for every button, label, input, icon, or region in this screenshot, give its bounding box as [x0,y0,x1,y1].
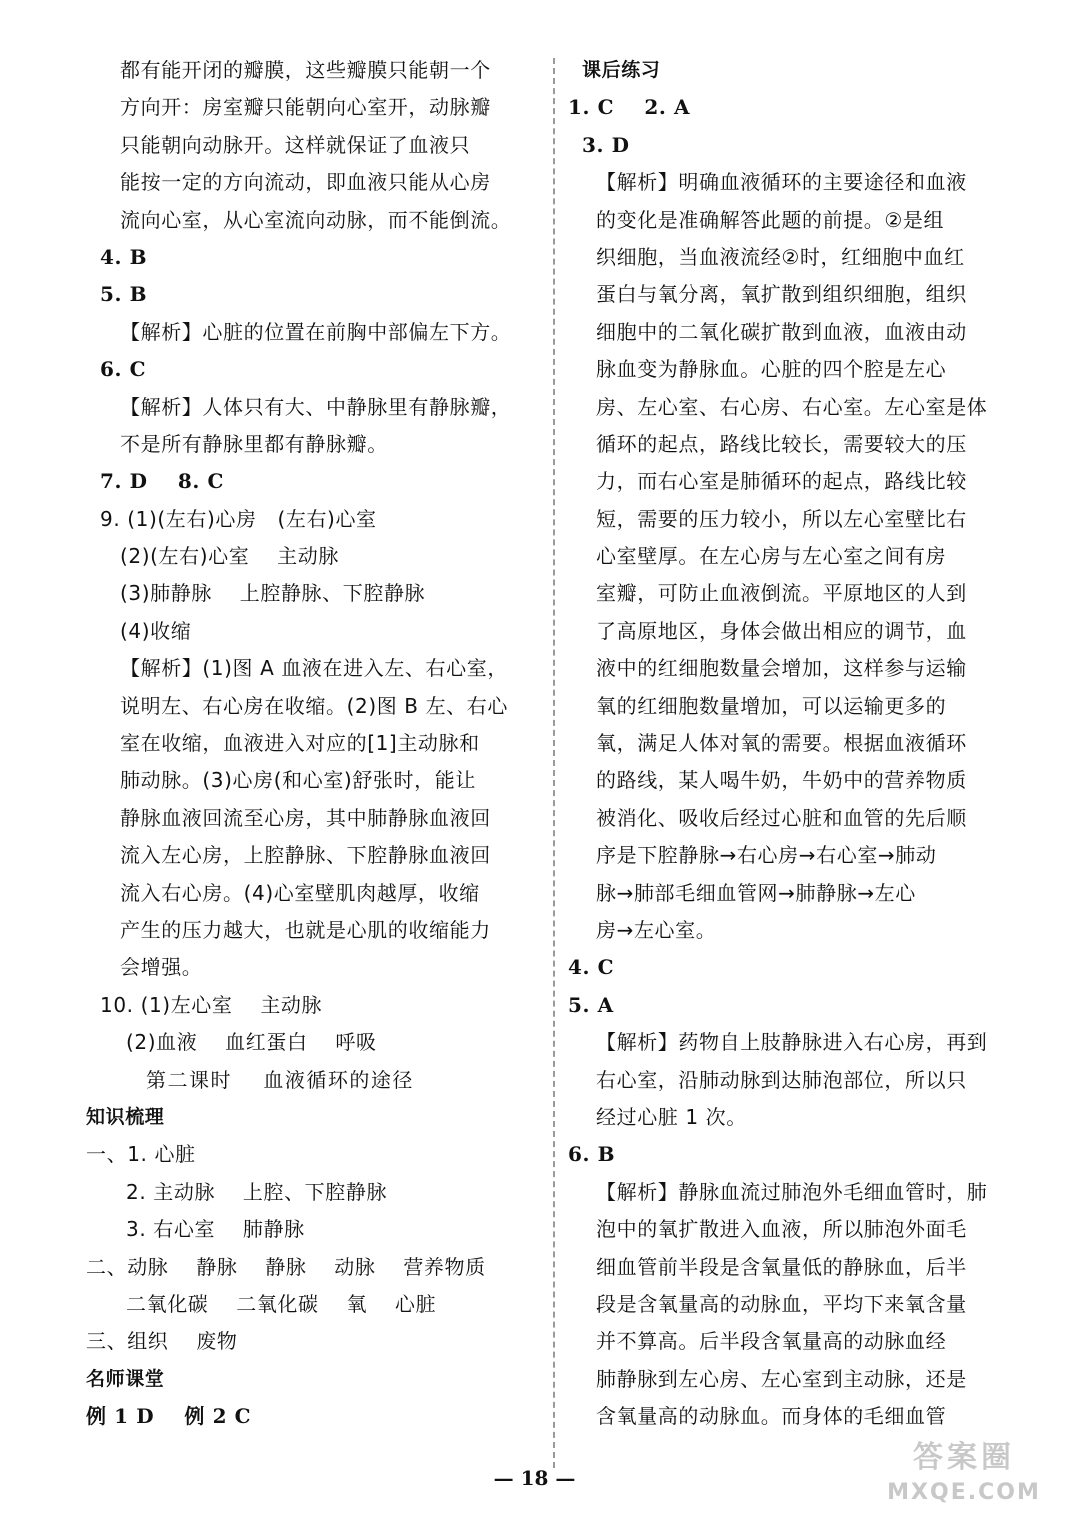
left-text-line: 一、1. 心脏 [86,1142,196,1167]
left-text-line: 二、动脉 静脉 静脉 动脉 营养物质 [86,1254,486,1279]
right-text-line: 右心室，沿肺动脉到达肺泡部位，所以只 [596,1067,967,1092]
right-text-line: 的路线，某人喝牛奶，牛奶中的营养物质 [596,768,967,793]
left-text-line: 产生的压力越大，也就是心肌的收缩能力 [120,917,491,942]
right-text-line: 【解析】明确血液循环的主要途径和血液 [596,170,967,195]
right-text-line: 3. D [582,132,630,157]
right-text-line: 课后练习 [582,59,661,81]
left-text-line: 9. (1)(左右)心房 (左右)心室 [100,506,377,531]
left-text-line: 流向心室，从心室流向动脉，而不能倒流。 [120,207,512,232]
right-text-line: 【解析】药物自上肢静脉进入右心房，再到 [596,1030,988,1055]
right-text-line: 循环的起点，路线比较长，需要较大的压 [596,431,967,456]
left-text-line: 知识梳理 [86,1105,165,1128]
left-text-line: 名师课堂 [86,1367,165,1390]
left-text-line: 6. C [100,357,147,382]
left-text-line: 三、组织 废物 [86,1329,238,1354]
left-text-line: 3. 右心室 肺静脉 [126,1217,305,1242]
right-text-line: 6. B [568,1142,616,1167]
right-text-line: 蛋白与氧分离，氧扩散到组织细胞，组织 [596,282,967,307]
right-text-line: 氧的红细胞数量增加，可以运输更多的 [596,693,947,718]
right-text-line: 细胞中的二氧化碳扩散到血液，血液由动 [596,319,967,344]
left-text-line: 能按一定的方向流动，即血液只能从心房 [120,170,491,195]
left-text-line: 流入右心房。(4)心室壁肌肉越厚，收缩 [120,880,480,905]
right-text-line: 的变化是准确解答此题的前提。②是组 [596,207,945,232]
left-text-line: 7. D 8. C [100,469,224,494]
left-text-line: 第二课时 血液循环的途径 [146,1067,414,1092]
right-text-line: 短，需要的压力较小，所以左心室壁比右 [596,506,967,531]
left-text-line: 方向开：房室瓣只能朝向心室开，动脉瓣 [120,95,491,120]
watermark-top-text: 答案圈 [913,1440,1015,1475]
right-text-line: 序是下腔静脉→右心房→右心室→肺动 [596,843,937,868]
left-text-line: 流入左心房，上腔静脉、下腔静脉血液回 [120,843,491,868]
left-text-line: 肺动脉。(3)心房(和心室)舒张时，能让 [120,768,476,793]
watermark-bottom-text: MXQE.COM [887,1480,1041,1505]
right-text-line: 房→左心室。 [596,917,717,942]
right-text-line: 力，而右心室是肺循环的起点，路线比较 [596,469,967,494]
right-text-line: 室瓣，可防止血液倒流。平原地区的人到 [596,581,967,606]
right-text-line: 肺静脉到左心房、左心室到主动脉，还是 [596,1366,967,1391]
left-text-line: 二氧化碳 二氧化碳 氧 心脏 [126,1291,437,1316]
left-text-line: 5. B [100,282,148,307]
column-divider [553,58,555,1468]
right-text-line: 含氧量高的动脉血。而身体的毛细血管 [596,1404,947,1429]
left-text-line: 【解析】心脏的位置在前胸中部偏左下方。 [120,319,512,344]
right-text-line: 脉→肺部毛细血管网→肺静脉→左心 [596,880,916,905]
left-text-line: 10. (1)左心室 主动脉 [100,992,323,1017]
right-text-line: 氧，满足人体对氧的需要。根据血液循环 [596,731,967,756]
left-text-line: 不是所有静脉里都有静脉瓣。 [120,431,388,456]
right-text-line: 织细胞，当血液流经②时，红细胞中血红 [596,244,965,269]
left-text-line: 室在收缩，血液进入对应的[1]主动脉和 [120,731,480,756]
left-text-line: 都有能开闭的瓣膜，这些瓣膜只能朝一个 [120,58,491,82]
right-text-line: 脉血变为静脉血。心脏的四个腔是左心 [596,357,947,382]
right-text-line: 1. C 2. A [568,95,691,120]
left-text-line: (2)(左右)心室 主动脉 [120,544,339,569]
right-text-line: 了高原地区，身体会做出相应的调节，血 [596,618,967,643]
right-text-line: 经过心脏 1 次。 [596,1104,747,1129]
right-text-line: 心室壁厚。在左心房与左心室之间有房 [596,544,947,569]
right-text-line: 【解析】静脉血流过肺泡外毛细血管时，肺 [596,1179,988,1204]
left-column [86,52,542,1435]
left-text-line: (3)肺静脉 上腔静脉、下腔静脉 [120,581,426,606]
right-text-line: 5. A [568,992,614,1017]
right-text-line: 房、左心室、右心房、右心室。左心室是体 [596,394,988,419]
left-text-line: 会增强。 [120,955,203,980]
right-text-line: 4. C [568,955,615,980]
left-text-line: 2. 主动脉 上腔、下腔静脉 [126,1179,388,1204]
left-text-line: 【解析】人体只有大、中静脉里有静脉瓣， [120,394,512,419]
left-text-line: 静脉血液回流至心房，其中肺静脉血液回 [120,805,491,830]
page-number: — 18 — [493,1466,576,1490]
left-text-line: 4. B [100,244,148,269]
left-text-line: 例 1 D 例 2 C [86,1404,252,1429]
right-text-line: 并不算高。后半段含氧量高的动脉血经 [596,1329,947,1354]
right-column [568,52,1008,1435]
left-text-line: (2)血液 血红蛋白 呼吸 [126,1030,377,1055]
right-text-line: 液中的红细胞数量会增加，这样参与运输 [596,656,967,681]
left-text-line: 只能朝向动脉开。这样就保证了血液只 [120,132,471,157]
left-text-line: 【解析】(1)图 A 血液在进入左、右心室， [120,656,508,681]
watermark-logo [879,1438,1049,1518]
right-text-line: 细血管前半段是含氧量低的静脉血，后半 [596,1254,967,1279]
left-text-line: 说明左、右心房在收缩。(2)图 B 左、右心 [120,693,508,718]
left-text-line: (4)收缩 [120,618,192,643]
right-text-line: 泡中的氧扩散进入血液，所以肺泡外面毛 [596,1217,967,1242]
right-text-line: 段是含氧量高的动脉血，平均下来氧含量 [596,1291,967,1316]
right-text-line: 被消化、吸收后经过心脏和血管的先后顺 [596,805,967,830]
